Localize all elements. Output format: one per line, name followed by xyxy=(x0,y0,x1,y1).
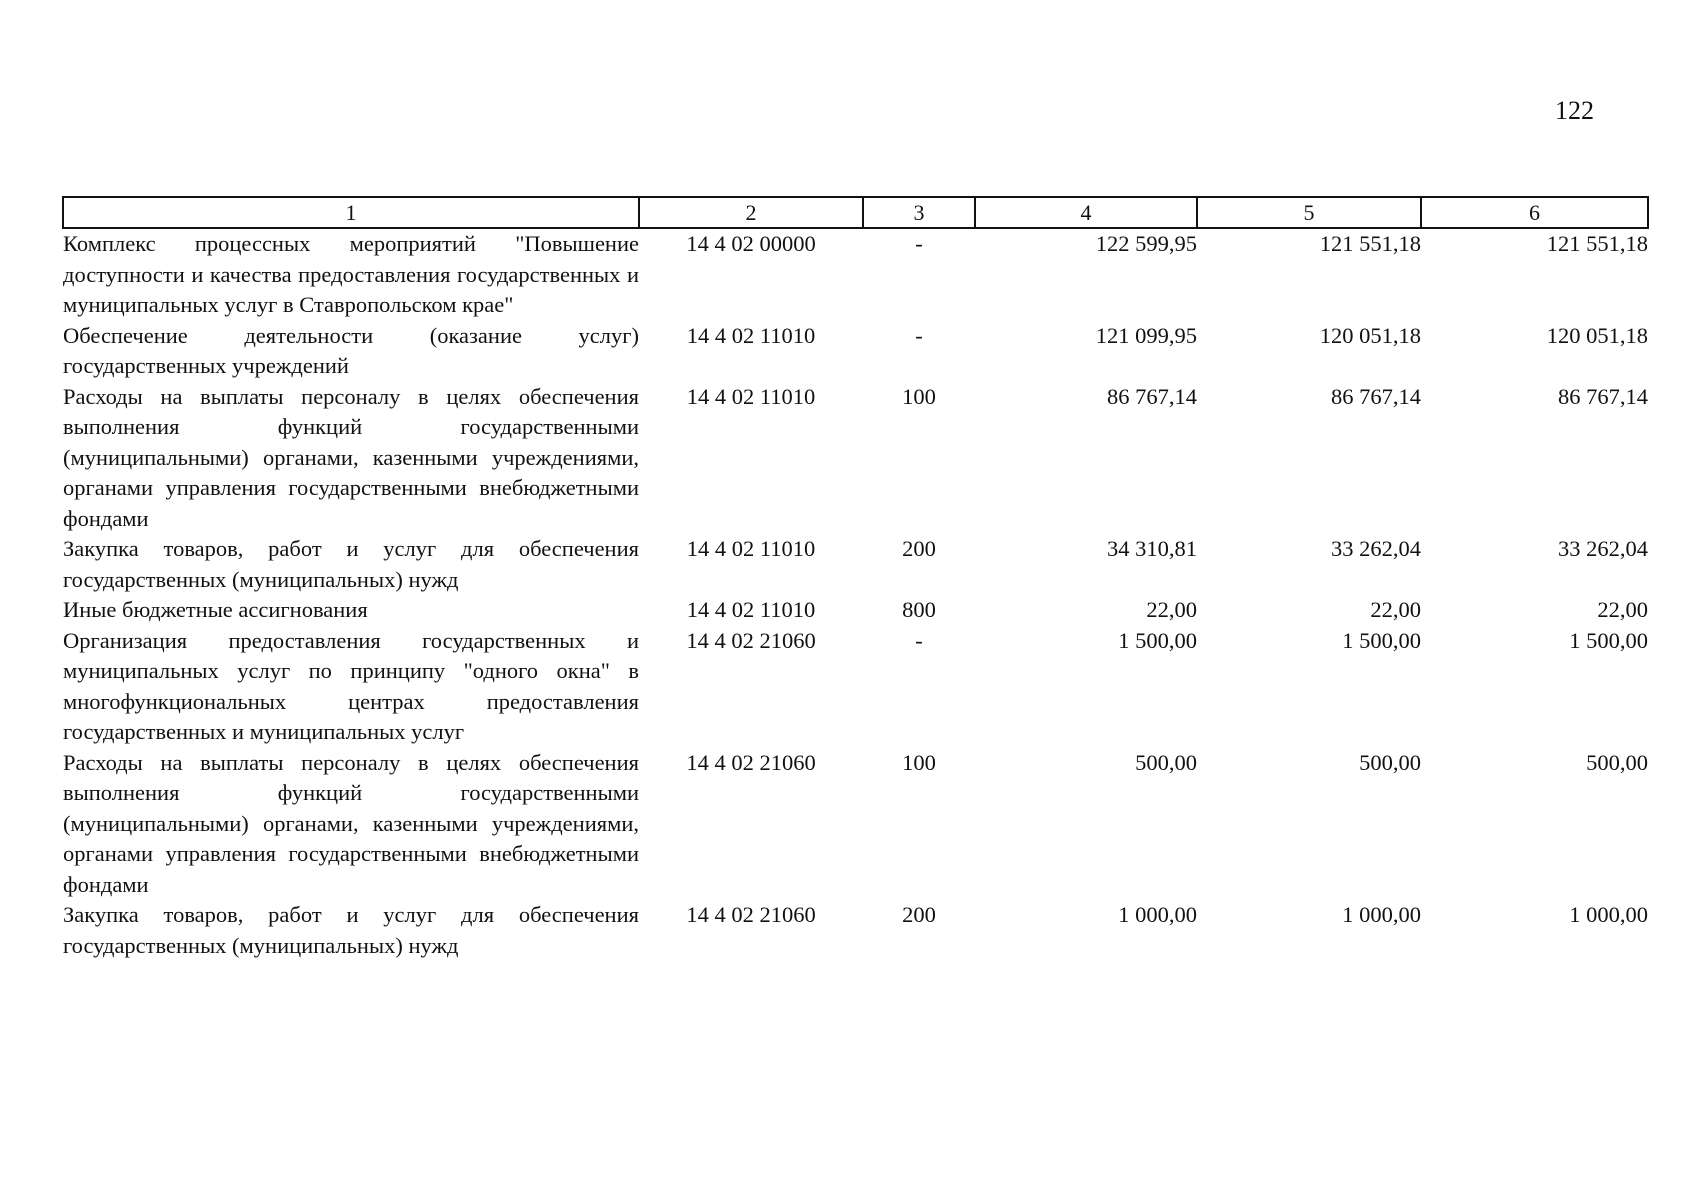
row-value-col5: 86 767,14 xyxy=(1331,383,1421,409)
column-header: 5 xyxy=(1197,197,1421,228)
column-header: 6 xyxy=(1421,197,1648,228)
row-value-col5: 33 262,04 xyxy=(1331,536,1421,561)
row-value-col4: 122 599,95 xyxy=(1095,231,1197,256)
row-expense-type: - xyxy=(915,627,923,653)
row-code: 14 4 02 11010 xyxy=(686,597,816,622)
table-row xyxy=(63,382,1648,535)
row-name: Организация предоставления государственных и муниципальных услуг по принципу "одного окна" в многофункциональных центрах предоставления государственных и муниципальных услуг xyxy=(63,627,639,744)
table-row xyxy=(63,321,1648,382)
row-value-col5: 22,00 xyxy=(1370,597,1421,622)
row-name: Иные бюджетные ассигнования xyxy=(63,597,368,622)
row-code: 14 4 02 00000 xyxy=(686,231,816,256)
row-value-col6: 120 051,18 xyxy=(1546,322,1648,348)
row-expense-type: 100 xyxy=(902,749,936,775)
row-value-col6: 121 551,18 xyxy=(1546,231,1648,256)
row-value-col4: 86 767,14 xyxy=(1107,383,1197,409)
row-name: Закупка товаров, работ и услуг для обеспечения государственных (муниципальных) нужд xyxy=(63,902,639,958)
row-value-col6: 22,00 xyxy=(1597,597,1648,622)
row-value-col4: 500,00 xyxy=(1135,749,1197,775)
row-value-col6: 1 000,00 xyxy=(1569,902,1648,927)
row-code: 14 4 02 21060 xyxy=(686,627,816,653)
table-row xyxy=(63,228,1648,321)
row-value-col5: 121 551,18 xyxy=(1319,231,1421,256)
row-code: 14 4 02 11010 xyxy=(686,383,816,409)
budget-table xyxy=(62,196,1649,961)
row-value-col4: 34 310,81 xyxy=(1107,536,1197,561)
row-expense-type: 100 xyxy=(902,383,936,409)
row-expense-type: - xyxy=(915,231,923,256)
row-value-col4: 1 500,00 xyxy=(1118,627,1197,653)
page-number: 122 xyxy=(1555,96,1594,125)
row-name: Комплекс процессных мероприятий "Повышение доступности и качества предоставления государственных и муниципальных услуг в Ставропольском крае" xyxy=(63,231,639,317)
row-code: 14 4 02 11010 xyxy=(686,322,816,348)
row-name: Обеспечение деятельности (оказание услуг) государственных учреждений xyxy=(63,322,639,378)
column-header: 4 xyxy=(975,197,1197,228)
row-value-col5: 1 500,00 xyxy=(1342,627,1421,653)
table-row xyxy=(63,626,1648,748)
row-code: 14 4 02 21060 xyxy=(686,902,816,927)
row-value-col6: 500,00 xyxy=(1586,749,1648,775)
row-code: 14 4 02 21060 xyxy=(686,749,816,775)
row-value-col6: 1 500,00 xyxy=(1569,627,1648,653)
column-header: 1 xyxy=(63,197,639,228)
table-header-row xyxy=(63,197,1648,228)
row-name: Расходы на выплаты персоналу в целях обеспечения выполнения функций государственными (муниципальными) органами, казенными учреждениями, органами управления государственными внебюджетными фондами xyxy=(63,383,639,531)
row-expense-type: 800 xyxy=(902,597,936,622)
row-value-col5: 500,00 xyxy=(1359,749,1421,775)
column-header: 3 xyxy=(863,197,975,228)
row-name: Закупка товаров, работ и услуг для обеспечения государственных (муниципальных) нужд xyxy=(63,536,639,592)
row-name: Расходы на выплаты персоналу в целях обеспечения выполнения функций государственными (муниципальными) органами, казенными учреждениями, органами управления государственными внебюджетными фондами xyxy=(63,749,639,897)
row-value-col5: 120 051,18 xyxy=(1319,322,1421,348)
table-row xyxy=(63,595,1648,626)
row-value-col4: 121 099,95 xyxy=(1095,322,1197,348)
row-value-col6: 86 767,14 xyxy=(1558,383,1648,409)
table-row xyxy=(63,748,1648,901)
table-row xyxy=(63,900,1648,961)
row-value-col5: 1 000,00 xyxy=(1342,902,1421,927)
table-row xyxy=(63,534,1648,595)
row-expense-type: 200 xyxy=(902,536,936,561)
column-header: 2 xyxy=(639,197,863,228)
row-value-col4: 22,00 xyxy=(1146,597,1197,622)
row-value-col6: 33 262,04 xyxy=(1558,536,1648,561)
row-expense-type: - xyxy=(915,322,923,348)
row-code: 14 4 02 11010 xyxy=(686,536,816,561)
row-value-col4: 1 000,00 xyxy=(1118,902,1197,927)
row-expense-type: 200 xyxy=(902,902,936,927)
